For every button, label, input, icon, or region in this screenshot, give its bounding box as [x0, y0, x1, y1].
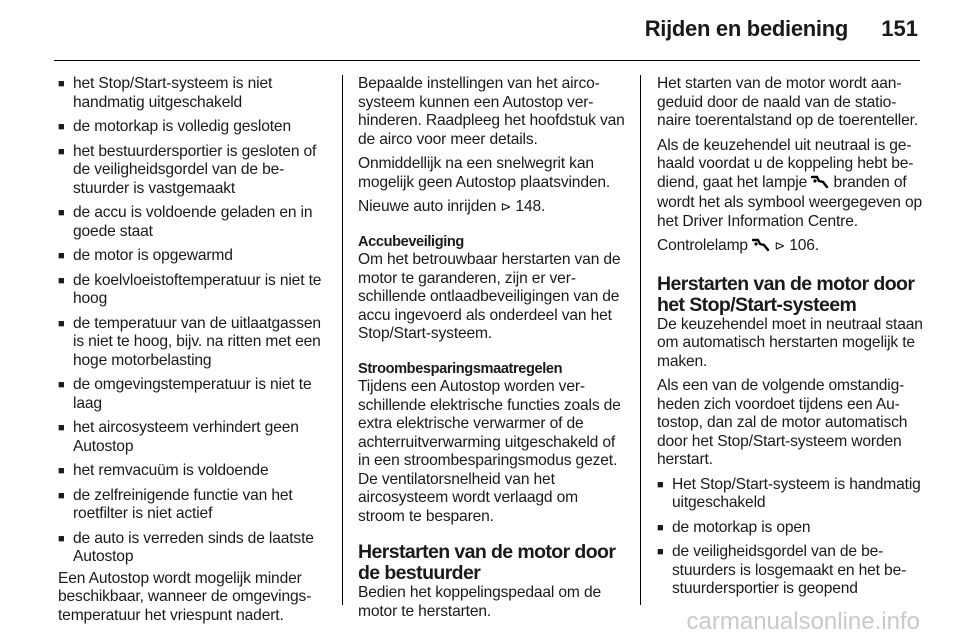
bullet-icon: ■ [58, 532, 65, 545]
list-item: ■ het Stop/Start-systeem is niet handmatig uitgeschakeld [58, 75, 273, 111]
list-item: ■ de motorkap is open [657, 518, 811, 536]
subheading-power-saving: Stroombesparingsmaatregelen [358, 360, 563, 377]
subheading-battery: Accubeveiliging [358, 233, 464, 250]
list-item: ■ de koelvloeistoftemperatuur is niet te hoog [58, 271, 322, 307]
cross-reference: Nieuwe auto inrijden ⊳ 148. [358, 198, 546, 215]
bullet-icon: ■ [58, 379, 65, 391]
column-2 [358, 75, 626, 627]
list-item: ■ de accu is voldoende geladen en in goede staat [58, 204, 313, 240]
section-heading-system-restart: Herstarten van de motor door het Stop/Start-systeem [657, 272, 915, 316]
list-item: ■ de auto is verreden sinds de laatste Autostop [58, 529, 314, 565]
bullet-icon: ■ [657, 521, 664, 534]
page-header [0, 0, 960, 62]
bullet-icon: ■ [58, 465, 65, 477]
bullet-icon: ■ [58, 207, 65, 219]
column-divider-1 [342, 75, 343, 605]
header-divider [54, 60, 920, 61]
paragraph: De keuzehendel moet in neutraal staan om automatisch herstarten mogelijk te maken. [657, 315, 923, 370]
paragraph: Onmiddellijk na een snelwegrit kan mogelijk geen Autostop plaatsvinden. [358, 155, 611, 191]
column-3 [657, 75, 925, 605]
list-item: ■ de motorkap is volledig gesloten [58, 118, 291, 135]
bullet-icon: ■ [58, 317, 65, 330]
list-item: ■ de temperatuur van de uitlaatgassen is niet te hoog, bijv. na ritten met een hoge motorbelasting [58, 314, 321, 369]
list-item: ■ het remvacuüm is voldoende [58, 462, 269, 479]
page-ref-arrow-icon: ⊳ [774, 238, 786, 253]
autostop-indicator-icon [752, 238, 770, 258]
paragraph: Tijdens een Autostop worden verschillende elektrische functies zoals de extra elektrische verwarmer of de achterruitverwarming uitgeschakeld of in een stroombesparingsmodus gezet. De ventilatorsnelheid van het aircosysteem wordt verlaagd om stroom te besparen. [358, 378, 621, 525]
bullet-icon: ■ [58, 422, 65, 434]
paragraph: Het starten van de motor wordt aangeduid door de naald van de stationaire toerentalstand op de toerenteller. [657, 75, 919, 129]
paragraph: Een Autostop wordt mogelijk minder beschikbaar, wanneer de omgevingstemperatuur het vriespunt nadert. [58, 569, 312, 624]
autostop-indicator-icon [811, 175, 829, 195]
bullet-icon: ■ [657, 546, 664, 558]
column-divider-2 [640, 75, 641, 605]
list-item: ■ de motor is opgewarmd [58, 247, 233, 264]
list-item: ■ het aircosysteem verhindert geen Autostop [58, 419, 299, 455]
bullet-icon: ■ [58, 274, 65, 287]
paragraph: Bepaalde instellingen van het aircosysteem kunnen een Autostop verhinderen. Raadpleeg het hoofdstuk van de airco voor meer details. [358, 75, 625, 148]
paragraph: Als de keuzehendel uit neutraal is gehaald voordat u de koppeling hebt bediend, gaat het lampje branden of wordt het als symbool weergegeven op het Driver Information Centre. [657, 136, 923, 230]
bullet-icon: ■ [657, 478, 664, 491]
bullet-icon: ■ [58, 489, 65, 502]
paragraph: Als een van de volgende omstandigheden zich voordoet tijdens een Autostop, dan zal de motor automatisch door het Stop/Start-systeem worden herstart. [657, 377, 908, 468]
paragraph: Om het betrouwbaar herstarten van de motor te garanderen, zijn er verschillende ontlaadbeveiligingen van de accu ingevoerd als onderdeel van het Stop/Start-systeem. [358, 251, 621, 342]
list-item: ■ de omgevingstemperatuur is niet te laag [58, 376, 312, 412]
list-item: ■ het bestuurdersportier is gesloten of de veiligheidsgordel van de bestuurder is vastgemaakt [58, 142, 317, 197]
page-title: Rijden en bediening [644, 16, 848, 41]
bullet-icon: ■ [58, 121, 65, 133]
list-item: ■ Het Stop/Start-systeem is handmatig uitgeschakeld [657, 475, 921, 511]
page-ref-arrow-icon: ⊳ [500, 199, 512, 214]
paragraph: Bedien het koppelingspedaal om de motor te herstarten. [358, 584, 602, 620]
bullet-icon: ■ [58, 250, 65, 262]
watermark: carmanualsonline.info [686, 608, 920, 635]
list-item: ■ de veiligheidsgordel van de bestuurders is losgemaakt en het bestuurdersportier is geopend [657, 543, 907, 597]
bullet-icon: ■ [58, 145, 65, 158]
list-item: ■ de zelfreinigende functie van het roetfilter is niet actief [58, 486, 293, 522]
section-heading-driver-restart: Herstarten van de motor door de bestuurder [358, 541, 616, 584]
bullet-icon: ■ [58, 78, 65, 90]
cross-reference: Controlelamp ⊳ 106. [657, 237, 925, 258]
page-number: 151 [881, 16, 918, 41]
column-1 [58, 75, 328, 631]
